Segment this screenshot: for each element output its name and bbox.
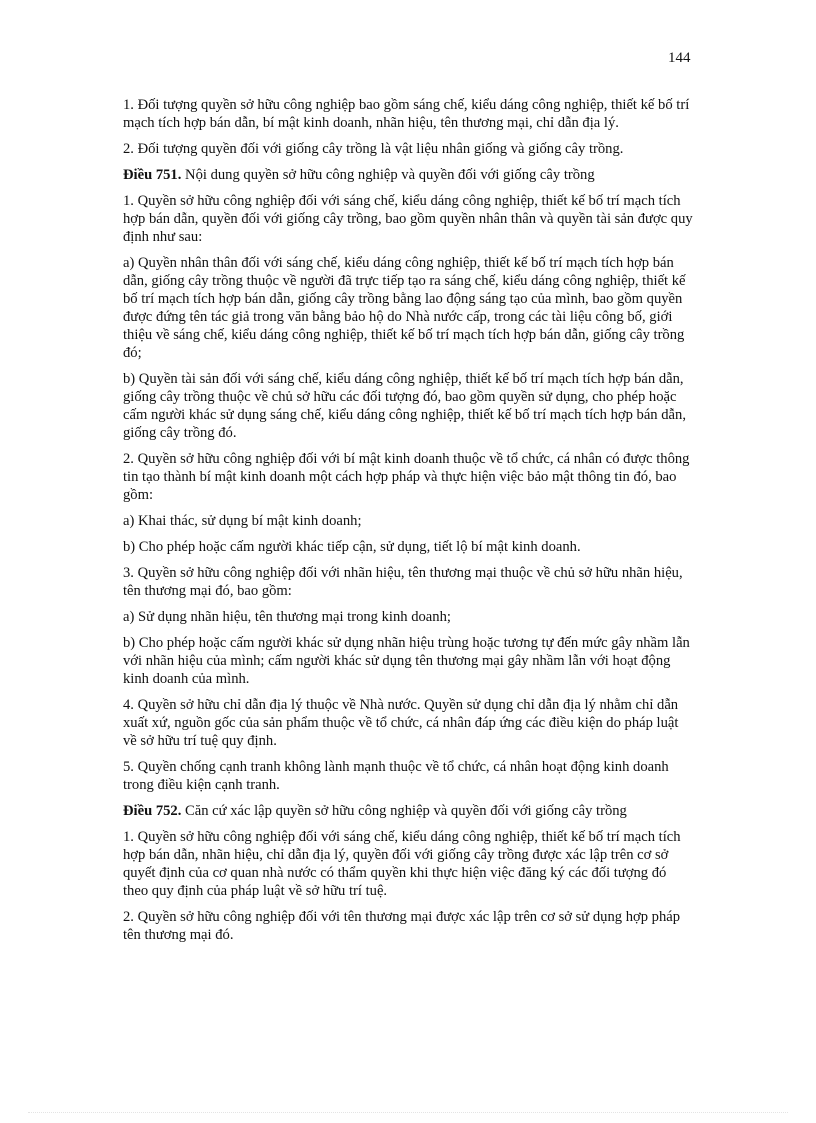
paragraph: 1. Đối tượng quyền sở hữu công nghiệp bao gồm sáng chế, kiểu dáng công nghiệp, thiết kế bố trí mạch tích hợp bán dẫn, bí mật kinh doanh, nhãn hiệu, tên thương mại, chỉ dẫn địa lý. (123, 97, 690, 131)
paragraph: 2. Đối tượng quyền đối với giống cây trồng là vật liệu nhân giống và giống cây trồng. (123, 141, 624, 157)
article-label: Điều 752. (123, 803, 182, 819)
paragraph: a) Quyền nhân thân đối với sáng chế, kiểu dáng công nghiệp, thiết kế bố trí mạch tích hợp bán dẫn, giống cây trồng thuộc về người đã trực tiếp tạo ra sáng chế, kiểu dáng công nghiệp, thiết kế bố trí mạch tích hợp bán dẫn, giống cây trồng bằng lao động sáng tạo của mình, bao gồm quyền được đứng tên tác giả trong văn bằng bảo hộ do Nhà nước cấp, trong các tài liệu công bố, giới thiệu về sáng chế, kiểu dáng công nghiệp, thiết kế bố trí mạch tích hợp bán dẫn, giống cây trồng đó; (123, 255, 686, 361)
article-label: Điều 751. (123, 167, 182, 183)
article-heading-752 (123, 802, 695, 820)
page-number: 144 (668, 50, 691, 66)
paragraph: 1. Quyền sở hữu công nghiệp đối với sáng chế, kiểu dáng công nghiệp, thiết kế bố trí mạch tích hợp bán dẫn, nhãn hiệu, chỉ dẫn địa lý, quyền đối với giống cây trồng được xác lập trên cơ sở quyết định của cơ quan nhà nước có thẩm quyền khi thực hiện việc đăng ký các đối tượng đó theo quy định của pháp luật về sở hữu trí tuệ. (123, 829, 681, 899)
paragraph: b) Cho phép hoặc cấm người khác tiếp cận, sử dụng, tiết lộ bí mật kinh doanh. (123, 539, 581, 555)
paragraph: b) Cho phép hoặc cấm người khác sử dụng nhãn hiệu trùng hoặc tương tự đến mức gây nhầm lẫn với nhãn hiệu của mình; cấm người khác sử dụng tên thương mại gây nhầm lẫn với hoạt động kinh doanh của mình. (123, 635, 690, 687)
paragraph: 5. Quyền chống cạnh tranh không lành mạnh thuộc về tổ chức, cá nhân hoạt động kinh doanh trong điều kiện cạnh tranh. (123, 759, 669, 793)
article-heading-751 (123, 166, 695, 184)
paragraph: a) Sử dụng nhãn hiệu, tên thương mại trong kinh doanh; (123, 609, 451, 625)
paragraph: 2. Quyền sở hữu công nghiệp đối với bí mật kinh doanh thuộc về tổ chức, cá nhân có được thông tin tạo thành bí mật kinh doanh một cách hợp pháp và thực hiện việc bảo mật thông tin đó, bao gồm: (123, 451, 690, 503)
document-body (123, 96, 695, 952)
article-title: Căn cứ xác lập quyền sở hữu công nghiệp và quyền đối với giống cây trồng (181, 803, 627, 819)
paragraph: b) Quyền tài sản đối với sáng chế, kiểu dáng công nghiệp, thiết kế bố trí mạch tích hợp bán dẫn, giống cây trồng thuộc về chủ sở hữu các đối tượng đó, bao gồm quyền sử dụng, cho phép hoặc cấm người khác sử dụng sáng chế, kiểu dáng công nghiệp, thiết kế bố trí mạch tích hợp bán dẫn, giống cây trồng đó. (123, 371, 686, 441)
article-title: Nội dung quyền sở hữu công nghiệp và quyền đối với giống cây trồng (181, 167, 595, 183)
paragraph: 4. Quyền sở hữu chỉ dẫn địa lý thuộc về Nhà nước. Quyền sử dụng chỉ dẫn địa lý nhằm chỉ dẫn xuất xứ, nguồn gốc của sản phẩm thuộc về tổ chức, cá nhân đáp ứng các điều kiện do pháp luật về sở hữu trí tuệ quy định. (123, 697, 679, 749)
page-bottom-divider (28, 1112, 788, 1113)
paragraph: 1. Quyền sở hữu công nghiệp đối với sáng chế, kiểu dáng công nghiệp, thiết kế bố trí mạch tích hợp bán dẫn, quyền đối với giống cây trồng, bao gồm quyền nhân thân và quyền tài sản được quy định như sau: (123, 193, 693, 245)
paragraph: 2. Quyền sở hữu công nghiệp đối với tên thương mại được xác lập trên cơ sở sử dụng hợp pháp tên thương mại đó. (123, 909, 681, 943)
paragraph: 3. Quyền sở hữu công nghiệp đối với nhãn hiệu, tên thương mại thuộc về chủ sở hữu nhãn hiệu, tên thương mại đó, bao gồm: (123, 565, 683, 599)
paragraph: a) Khai thác, sử dụng bí mật kinh doanh; (123, 513, 362, 529)
